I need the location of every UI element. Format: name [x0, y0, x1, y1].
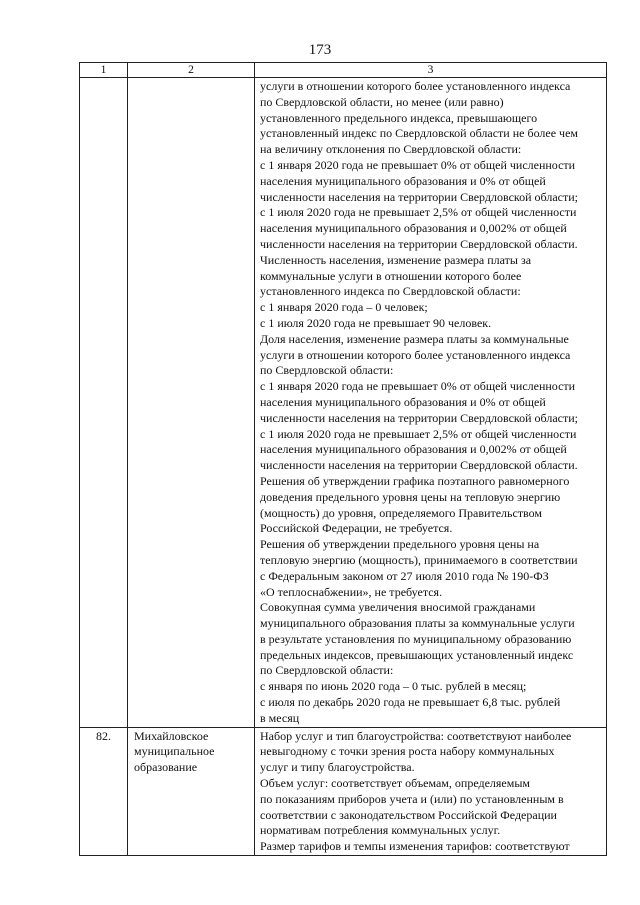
- text-line: Российской Федерации, не требуется.: [260, 521, 453, 536]
- text-line: численности населения на территории Свердловской области;: [260, 189, 578, 204]
- page-number: 173: [308, 42, 332, 58]
- text-line: с 1 января 2020 года – 0 человек;: [260, 300, 428, 315]
- text-line: тепловую энергию (мощность), принимаемого в соответствии: [260, 552, 578, 567]
- text-line: с Федеральным законом от 27 июля 2010 года № 190-ФЗ: [260, 568, 549, 583]
- text-line: доведения предельного уровня цены на тепловую энергию: [260, 489, 561, 504]
- text-line: на величину отклонения по Свердловской области:: [260, 142, 522, 157]
- municipality-name-cell: [128, 78, 255, 728]
- text-line: «О теплоснабжении», не требуется.: [260, 584, 443, 599]
- text-line: установленного предельного индекса, превышающего: [260, 110, 538, 125]
- table-row: [80, 727, 607, 855]
- text-line: образование: [134, 760, 198, 775]
- text-line: населения муниципального образования и 0,002% от общей: [260, 442, 567, 457]
- text-line: с января по июнь 2020 года – 0 тыс. рублей в месяц;: [260, 679, 527, 694]
- text-line: численности населения на территории Свердловской области.: [260, 236, 578, 251]
- text-line: с июля по декабрь 2020 года не превышает 6,8 тыс. рублей: [260, 695, 561, 710]
- text-line: предельных индексов, превышающих установленный индекс: [260, 647, 574, 662]
- text-line: Доля населения, изменение размера платы за коммунальные: [260, 331, 569, 346]
- text-line: нормативам потребления коммунальных услуг.: [260, 823, 501, 838]
- text-line: невыгодному с точки зрения роста набору коммунальных: [260, 744, 555, 759]
- text-line: в месяц: [260, 710, 300, 725]
- text-line: Решения об утверждении предельного уровня цены на: [260, 537, 540, 552]
- text-line: муниципального образования платы за коммунальные услуги: [260, 616, 575, 631]
- text-line: Численность населения, изменение размера платы за: [260, 252, 532, 267]
- text-line: установленный индекс по Свердловской области не более чем: [260, 126, 578, 141]
- text-line: услуг и типу благоустройства.: [260, 760, 415, 775]
- text-line: коммунальные услуги в отношении которого более: [260, 268, 522, 283]
- conditions-text-cell: [255, 727, 607, 855]
- municipality-name-cell: [128, 727, 255, 855]
- text-line: численности населения на территории Свердловской области;: [260, 410, 578, 425]
- text-line: Набор услуг и тип благоустройства: соответствуют наиболее: [260, 728, 572, 743]
- text-line: услуги в отношении которого более установленного индекса: [260, 79, 571, 93]
- text-line: Объем услуг: соответствует объемам, определяемым: [260, 776, 531, 791]
- text-line: установленного индекса по Свердловской области:: [260, 284, 521, 299]
- column-header-1: 1: [80, 63, 128, 78]
- text-line: в результате установления по муниципальному образованию: [260, 631, 572, 646]
- text-line: Совокупная сумма увеличения вносимой гражданами: [260, 600, 536, 615]
- text-line: с 1 июля 2020 года не превышает 2,5% от общей численности: [260, 426, 577, 441]
- text-line: с 1 июля 2020 года не превышает 90 человек.: [260, 315, 492, 330]
- text-line: по Свердловской области:: [260, 663, 394, 678]
- conditions-text-cell: [255, 78, 607, 728]
- text-line: населения муниципального образования и 0% от общей: [260, 173, 546, 188]
- text-line: муниципальное: [134, 744, 215, 759]
- text-line: численности населения на территории Свердловской области.: [260, 458, 578, 473]
- text-line: населения муниципального образования и 0% от общей: [260, 394, 546, 409]
- text-line: Михайловское: [134, 728, 209, 743]
- table-row: [80, 78, 607, 728]
- column-header-3: 3: [255, 63, 607, 78]
- municipality-table: [79, 62, 607, 856]
- text-line: с 1 января 2020 года не превышает 0% от общей численности: [260, 379, 576, 394]
- table-header-row: [80, 63, 607, 78]
- column-header-2: 2: [128, 63, 255, 78]
- row-number-cell: 82.: [80, 727, 128, 855]
- text-line: с 1 января 2020 года не превышает 0% от общей численности: [260, 157, 576, 172]
- text-line: по Свердловской области, но менее (или равно): [260, 94, 504, 109]
- text-line: услуги в отношении которого более установленного индекса: [260, 347, 571, 362]
- text-line: населения муниципального образования и 0,002% от общей: [260, 221, 567, 236]
- text-line: (мощность) до уровня, определяемого Правительством: [260, 505, 543, 520]
- text-line: по показаниям приборов учета и (или) по установленным в: [260, 791, 564, 806]
- text-line: по Свердловской области:: [260, 363, 394, 378]
- text-line: Решения об утверждении графика поэтапного равномерного: [260, 473, 570, 488]
- text-line: Размер тарифов и темпы изменения тарифов: соответствуют: [260, 839, 570, 854]
- row-number-cell: [80, 78, 128, 728]
- text-line: с 1 июля 2020 года не превышает 2,5% от общей численности: [260, 205, 577, 220]
- text-line: соответствии с законодательством Российской Федерации: [260, 807, 557, 822]
